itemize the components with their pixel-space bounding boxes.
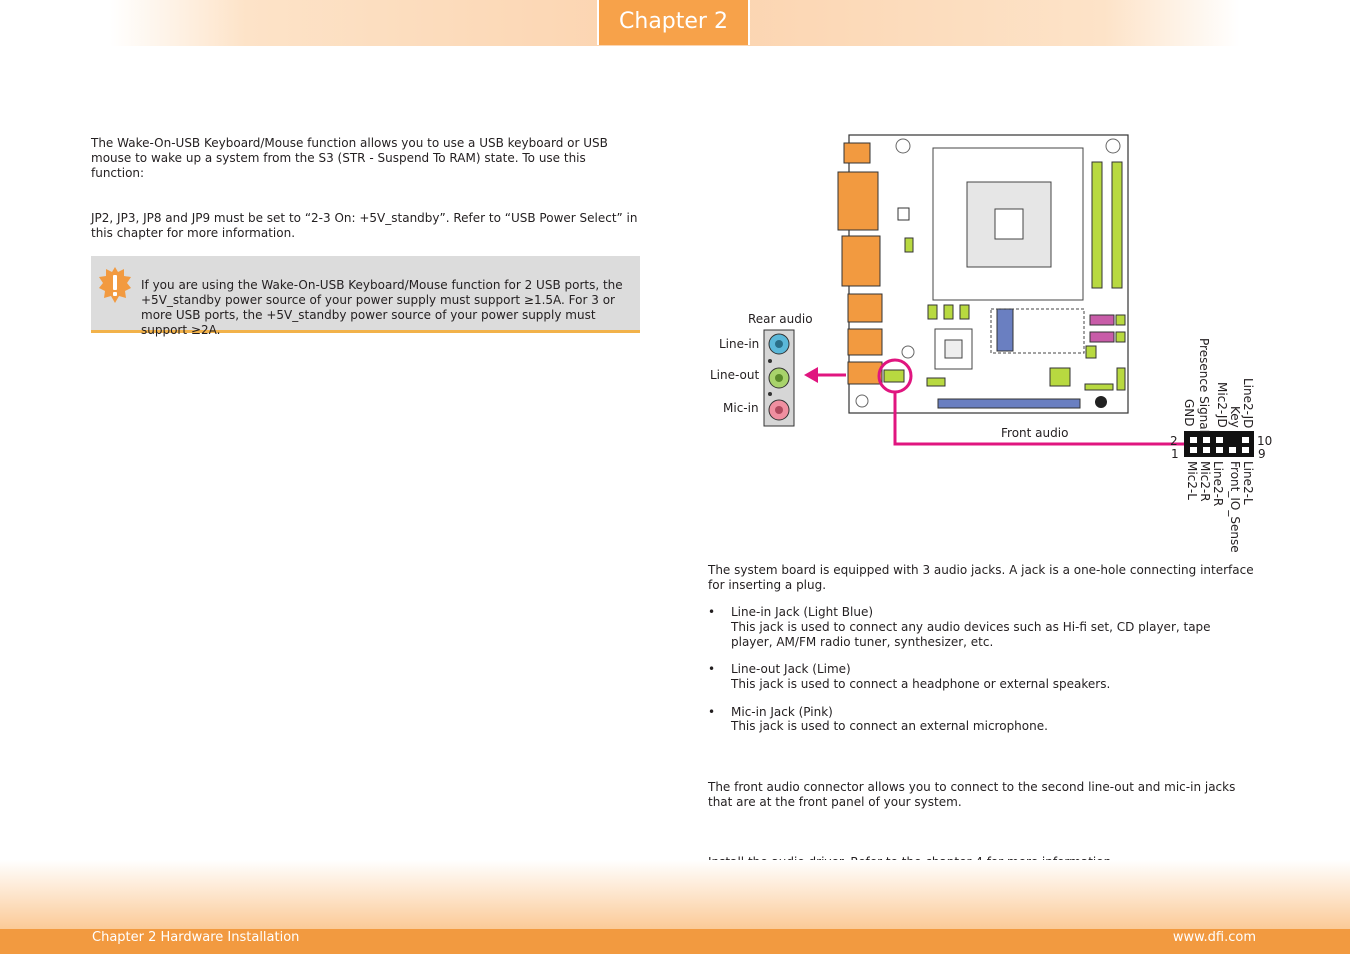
bullet-mark: • — [708, 662, 716, 676]
pin-label-line2-r: Line2-R — [1211, 461, 1225, 507]
bullet-mark: • — [708, 605, 716, 619]
pin-10-label: 10 — [1257, 434, 1273, 448]
bullet-mark: • — [708, 705, 716, 719]
mount-hole-battery — [1095, 396, 1107, 408]
rear-audio-arrowhead — [804, 367, 818, 383]
pin-9-label: 9 — [1258, 447, 1266, 461]
front-audio-header-board — [884, 370, 904, 382]
sata-port — [1090, 315, 1114, 325]
line-in-jack-title: Line-in Jack (Light Blue) — [731, 605, 874, 619]
rear-audio-label: Rear audio — [748, 312, 813, 326]
pin-label-key: Key — [1228, 406, 1242, 428]
pin-label-line2-jd: Line2-JD — [1241, 378, 1255, 429]
front-audio-pin-header — [1184, 431, 1254, 457]
line-in-jack-desc: This jack is used to connect any audio devices such as Hi-fi set, CD player, tape player, AM/FM radio tuner, synthesizer, etc. — [731, 620, 1211, 649]
pin-label-gnd: GND — [1182, 399, 1196, 427]
chapter-tab: Chapter 2 — [597, 0, 750, 45]
vga-port — [842, 236, 880, 286]
audio-jacks-board — [848, 362, 882, 384]
pin-label-front-io-sense: Front_IO_Sense — [1228, 461, 1242, 553]
footer-band — [0, 860, 1350, 930]
front-audio-paragraph: The front audio connector allows you to connect to the second line-out and mic-in jacks that are at the front panel of your system. — [708, 780, 1236, 809]
footer-bar — [0, 929, 1350, 954]
mic-in-label: Mic-in — [723, 401, 759, 415]
pin-label-mic2-r: Mic2-R — [1198, 461, 1212, 502]
dimm-slot — [1092, 162, 1102, 288]
front-audio-label: Front audio — [1001, 426, 1069, 440]
serial-port — [838, 172, 878, 230]
pin-label-presence-signal: Presence Signal — [1197, 338, 1211, 433]
m2-slot — [997, 309, 1013, 351]
usb-port — [848, 294, 882, 322]
line-in-label: Line-in — [719, 337, 760, 351]
line-out-label: Line-out — [710, 368, 760, 382]
sata-port — [1090, 332, 1114, 342]
mic-in-jack-desc: This jack is used to connect an external microphone. — [731, 719, 1048, 733]
jacks-intro-paragraph: The system board is equipped with 3 audio jacks. A jack is a one-hole connecting interface for inserting a plug. — [708, 563, 1254, 592]
pin-label-line2-l: Line2-L — [1241, 461, 1255, 505]
dimm-slot — [1112, 162, 1122, 288]
pin-label-mic2-l: Mic2-L — [1185, 461, 1199, 500]
pin-label-mic2-jd: Mic2-JD — [1215, 382, 1229, 428]
notice-text: If you are using the Wake-On-USB Keyboard/Mouse function for 2 USB ports, the +5V_standby power source of your power supply must support ≥1.5A. For 3 or more USB ports, the +5V_standby power source of your power supply must support ≥2A. — [141, 278, 623, 337]
footer-chapter-title: Chapter 2 Hardware Installation — [92, 930, 300, 945]
pin-2-label: 2 — [1170, 434, 1178, 448]
jumper-paragraph: JP2, JP3, JP8 and JP9 must be set to “2-3 On: +5V_standby”. Refer to “USB Power Select” in this chapter for more information. — [91, 211, 638, 240]
pin-1-label: 1 — [1171, 447, 1179, 461]
power-connector — [844, 143, 870, 163]
line-out-jack-title: Line-out Jack (Lime) — [731, 662, 851, 676]
mic-in-jack-title: Mic-in Jack (Pink) — [731, 705, 833, 719]
footer-website-link[interactable]: www.dfi.com — [1172, 930, 1256, 945]
wake-usb-paragraph: The Wake-On-USB Keyboard/Mouse function allows you to use a USB keyboard or USB mouse to wake up a system from the S3 (STR - Suspend To RAM) state. To use this function: — [91, 136, 608, 180]
pcie-slot — [938, 399, 1080, 408]
line-out-jack-desc: This jack is used to connect a headphone or external speakers. — [731, 677, 1111, 691]
lan-port — [848, 329, 882, 355]
